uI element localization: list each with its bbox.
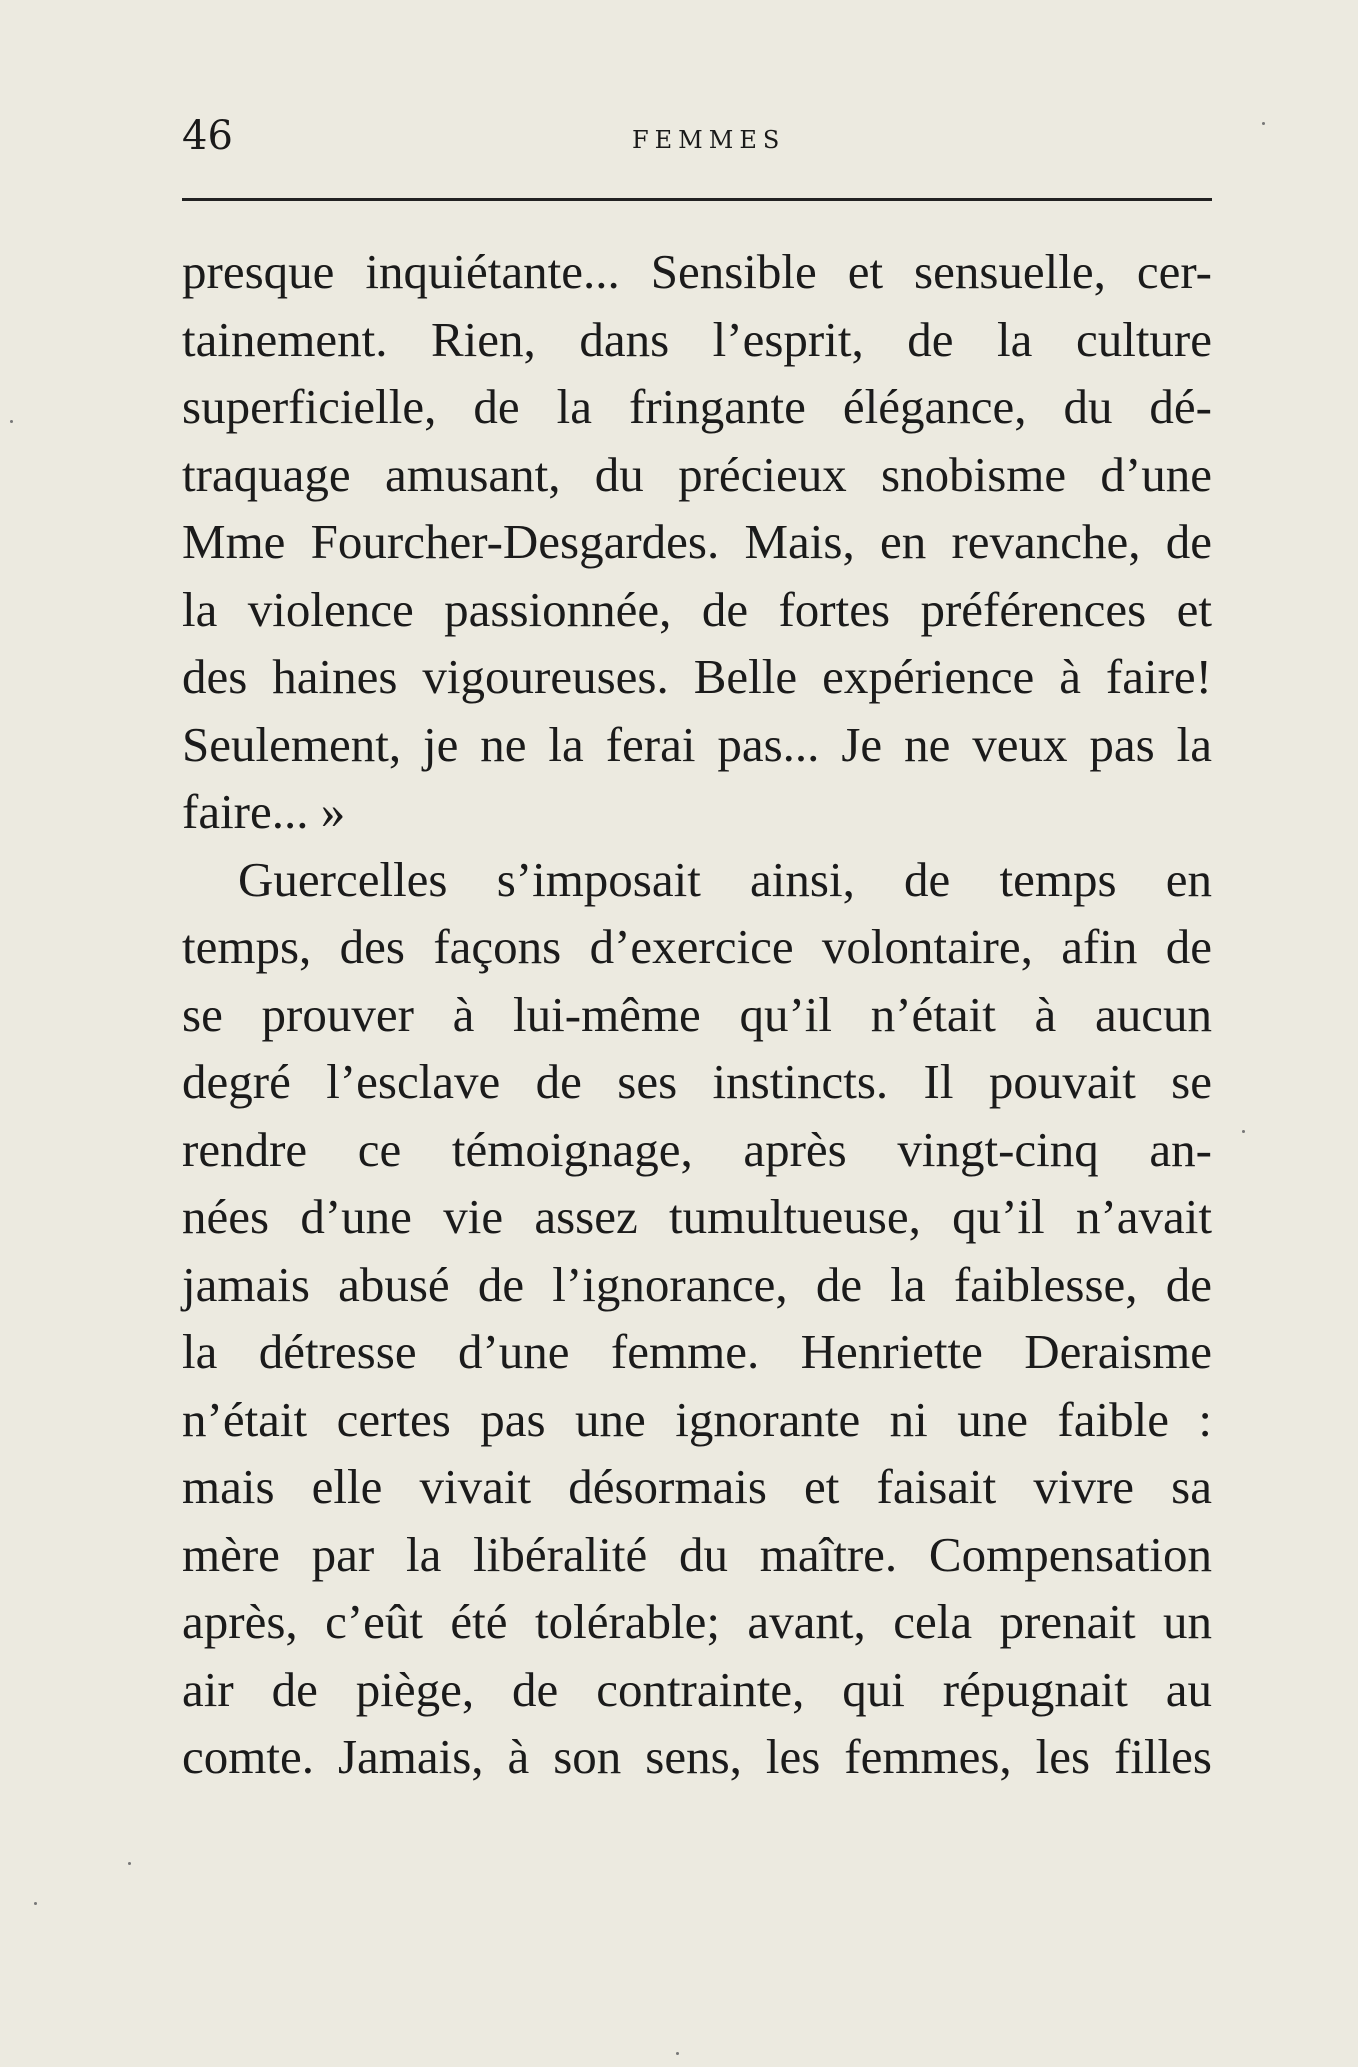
text-line: temps, des façons d’exercice volontaire, afin de (182, 919, 1212, 974)
page-header (182, 112, 1212, 172)
text-line: jamais abusé de l’ignorance, de la faiblesse, de (182, 1256, 1212, 1312)
text-line: n’était certes pas une ignorante ni une faible : (182, 1391, 1212, 1447)
text-line: la violence passionnée, de fortes préférences et (182, 581, 1212, 637)
text-line: mère par la libéralité du maître. Compensation (182, 1526, 1212, 1582)
text-line: mais elle vivait désormais et faisait vivre sa (182, 1459, 1212, 1514)
paper-speck (10, 420, 13, 423)
text-line: comte. Jamais, à son sens, les femmes, les filles (182, 1729, 1212, 1784)
paper-speck (1262, 122, 1265, 125)
header-rule (182, 198, 1212, 201)
page-number: 46 (182, 113, 233, 159)
text-line: nées d’une vie assez tumultueuse, qu’il n’avait (182, 1189, 1212, 1244)
text-line: se prouver à lui-même qu’il n’était à aucun (182, 986, 1212, 1042)
text-line: des haines vigoureuses. Belle expérience à faire! (182, 649, 1212, 704)
running-title: FEMMES (632, 126, 786, 154)
body-text (182, 238, 1212, 1791)
paper-speck (34, 1902, 37, 1905)
paper-speck (676, 2052, 679, 2055)
text-line: degré l’esclave de ses instincts. Il pouvait se (182, 1054, 1212, 1109)
text-line: Seulement, je ne la ferai pas... Je ne veux pas la (182, 716, 1212, 772)
paper-speck (128, 1862, 131, 1865)
paper-speck (1242, 1130, 1245, 1133)
text-line: tainement. Rien, dans l’esprit, de la culture (182, 311, 1212, 367)
text-line: la détresse d’une femme. Henriette Deraisme (182, 1324, 1212, 1379)
text-line: Mme Fourcher-Desgardes. Mais, en revanche, de (182, 514, 1212, 569)
text-line: Guercelles s’imposait ainsi, de temps en (238, 851, 1212, 907)
text-line: presque inquiétante... Sensible et sensuelle, cer- (182, 244, 1212, 299)
text-line: faire... » (182, 784, 346, 839)
text-line: après, c’eût été tolérable; avant, cela prenait un (182, 1594, 1212, 1649)
text-line: rendre ce témoignage, après vingt-cinq an- (182, 1121, 1212, 1177)
text-line: air de piège, de contrainte, qui répugnait au (182, 1661, 1212, 1717)
text-line: traquage amusant, du précieux snobisme d’une (182, 446, 1212, 502)
text-line: superficielle, de la fringante élégance, du dé- (182, 379, 1212, 434)
